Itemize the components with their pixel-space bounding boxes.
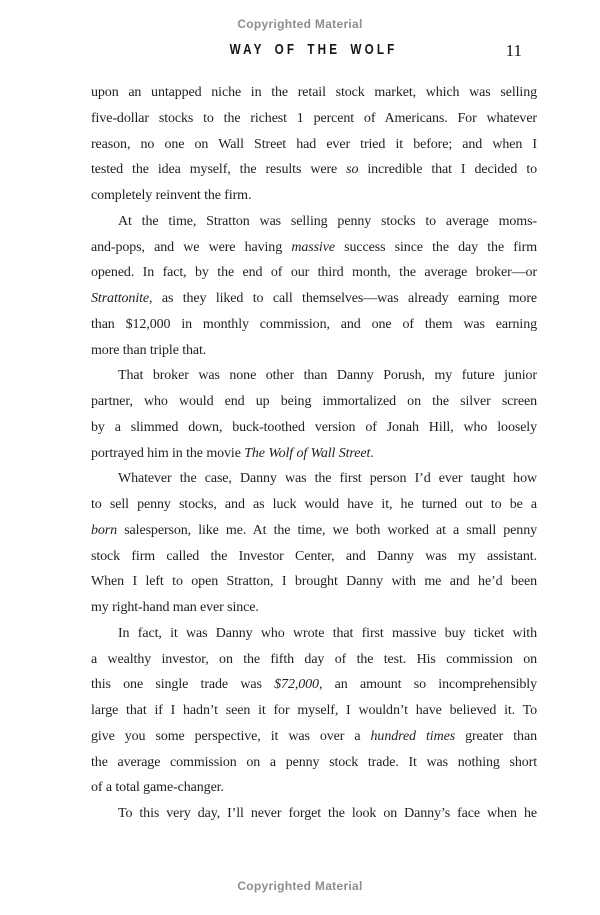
text-line bbox=[91, 338, 537, 364]
text-line bbox=[91, 647, 537, 673]
text-line bbox=[91, 724, 537, 750]
text-segment: , as they liked to call themselves—was already earning more bbox=[149, 291, 537, 306]
text-segment: incredible that I decided to bbox=[358, 162, 538, 178]
italic-text: The Wolf of Wall Street bbox=[244, 445, 371, 461]
text-line bbox=[91, 750, 537, 776]
text-line bbox=[91, 672, 537, 698]
text-line bbox=[91, 415, 537, 441]
running-header bbox=[91, 41, 537, 59]
text-line bbox=[91, 286, 537, 312]
text-segment: this one single trade was bbox=[91, 677, 275, 693]
running-header-title: WAY OF THE WOLF bbox=[230, 41, 398, 58]
italic-text: Strattonite bbox=[91, 291, 150, 306]
text-segment: When I left to open Stratton, I brought Danny with me and he’d been bbox=[91, 574, 537, 590]
text-segment: than $12,000 in monthly commission, and one of them was earning bbox=[91, 316, 537, 332]
text-segment: give you some perspective, it was over a bbox=[91, 728, 371, 744]
text-segment: In fact, it was Danny who wrote that first massive buy ticket with bbox=[118, 625, 537, 641]
text-line bbox=[91, 518, 537, 544]
text-line bbox=[91, 389, 537, 415]
italic-text: $72,000 bbox=[274, 677, 319, 693]
text-line bbox=[91, 441, 537, 467]
text-line bbox=[91, 569, 537, 595]
text-segment: upon an untapped niche in the retail stock market, which was selling bbox=[91, 85, 537, 100]
text-line bbox=[91, 80, 537, 106]
text-line bbox=[91, 775, 537, 801]
text-line bbox=[91, 801, 537, 827]
text-segment: Whatever the case, Danny was the first person I’d ever taught how bbox=[118, 471, 537, 487]
text-line bbox=[91, 132, 537, 158]
italic-text: massive bbox=[291, 239, 335, 255]
text-segment: and-pops, and we were having bbox=[91, 239, 292, 255]
text-line bbox=[91, 595, 537, 621]
text-segment: completely reinvent the firm. bbox=[91, 188, 252, 203]
text-segment: tested the idea myself, the results were bbox=[91, 162, 347, 178]
text-segment: That broker was none other than Danny Porush, my future junior bbox=[118, 368, 537, 384]
text-segment: large that if I hadn’t seen it for myself, I wouldn’t have believed it. To bbox=[91, 703, 537, 718]
text-segment: the average commission on a penny stock trade. It was nothing short bbox=[91, 754, 537, 770]
text-segment: of a total game-changer. bbox=[91, 780, 224, 796]
italic-text: so bbox=[346, 162, 359, 178]
text-segment: opened. In fact, by the end of our third month, the average broker—or bbox=[91, 265, 537, 281]
italic-text: born bbox=[91, 522, 118, 538]
text-segment: success since the day the firm bbox=[334, 239, 537, 255]
text-line bbox=[91, 157, 537, 183]
text-line bbox=[91, 363, 537, 389]
copyright-notice-bottom: Copyrighted Material bbox=[237, 879, 363, 893]
text-segment: reason, no one on Wall Street had ever tried it before; and when I bbox=[91, 136, 537, 152]
text-line bbox=[91, 209, 537, 235]
text-segment: portrayed him in the movie bbox=[91, 445, 245, 461]
text-line bbox=[91, 698, 537, 724]
text-segment: more than triple that. bbox=[91, 342, 207, 358]
text-line bbox=[91, 235, 537, 261]
text-segment: stock firm called the Investor Center, and Danny was my assistant. bbox=[91, 548, 537, 564]
text-segment: . bbox=[370, 445, 374, 461]
text-segment: five-dollar stocks to the richest 1 percent of Americans. For whatever bbox=[91, 110, 537, 126]
text-segment: partner, who would end up being immortalized on the silver screen bbox=[91, 394, 537, 409]
text-line bbox=[91, 106, 537, 132]
text-line bbox=[91, 492, 537, 518]
text-line bbox=[91, 183, 537, 209]
text-segment: my right-hand man ever since. bbox=[91, 600, 259, 615]
text-line bbox=[91, 312, 537, 338]
text-segment: a wealthy investor, on the fifth day of the test. His commission on bbox=[91, 651, 537, 667]
text-segment: To this very day, I’ll never forget the look on Danny’s face when he bbox=[118, 806, 537, 821]
page-number: 11 bbox=[505, 41, 522, 60]
text-line bbox=[91, 260, 537, 286]
text-line bbox=[91, 621, 537, 647]
text-segment: salesperson, like me. At the time, we both worked at a small penny bbox=[117, 522, 537, 538]
italic-text: hundred times bbox=[370, 728, 456, 744]
text-segment: to sell penny stocks, and as luck would have it, he turned out to be a bbox=[91, 497, 537, 512]
text-line bbox=[91, 544, 537, 570]
page-body bbox=[91, 80, 537, 827]
text-segment: greater than bbox=[455, 728, 537, 744]
text-line bbox=[91, 466, 537, 492]
text-segment: , an amount so incomprehensibly bbox=[318, 677, 537, 693]
copyright-notice-top: Copyrighted Material bbox=[237, 17, 363, 31]
text-segment: by a slimmed down, buck-toothed version of Jonah Hill, who loosely bbox=[91, 419, 537, 435]
text-segment: At the time, Stratton was selling penny stocks to average moms- bbox=[118, 213, 537, 229]
